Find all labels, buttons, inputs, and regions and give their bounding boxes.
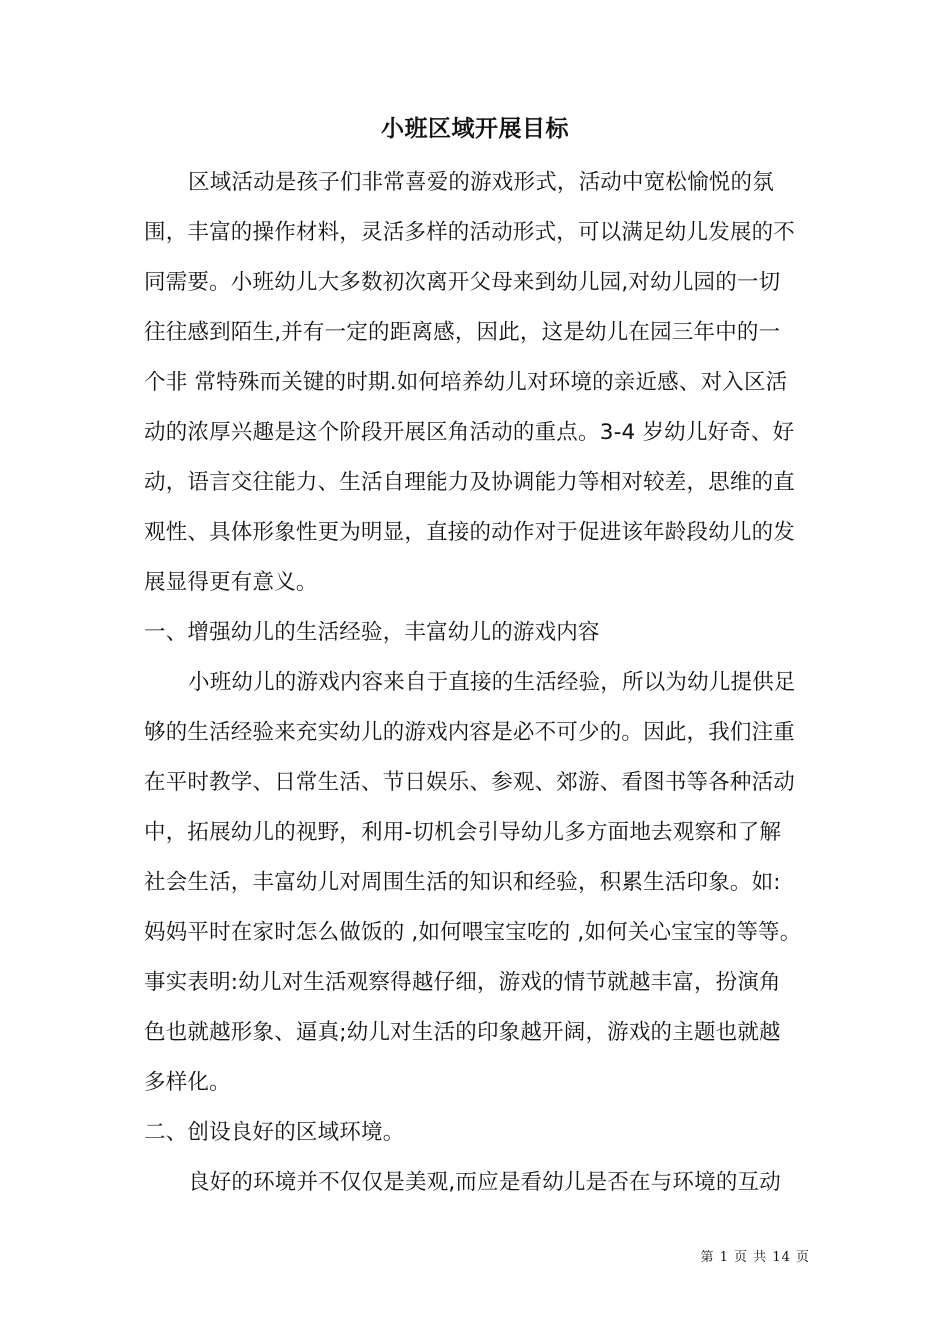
paragraph-line: 动，语言交往能力、生活自理能力及协调能力等相对较差，思维的直 — [144, 470, 796, 495]
section-heading: 一、增强幼儿的生活经验，丰富幼儿的游戏内容 — [144, 620, 600, 645]
paragraph-line: 够的生活经验来充实幼儿的游戏内容是必不可少的。因此，我们注重 — [144, 720, 796, 745]
paragraph-line: 多样化。 — [144, 1070, 231, 1095]
paragraph-line: 区域活动是孩子们非常喜爱的游戏形式，活动中宽松愉悦的氛 — [188, 170, 774, 195]
paragraph-line: 往往感到陌生,并有一定的距离感，因此，这是幼儿在园三年中的一 — [144, 320, 781, 345]
paragraph-line: 在平时教学、日常生活、节日娱乐、参观、郊游、看图书等各种活动 — [144, 770, 796, 795]
paragraph-line: 同需要。小班幼儿大多数初次离开父母来到幼儿园,对幼儿园的一切 — [144, 270, 781, 295]
paragraph-line: 小班幼儿的游戏内容来自于直接的生活经验，所以为幼儿提供足 — [188, 670, 796, 695]
paragraph-line: 妈妈平时在家时怎么做饭的 ,如何喂宝宝吃的 ,如何关心宝宝的等等。 — [144, 920, 802, 945]
paragraph-line: 围，丰富的操作材料，灵活多样的活动形式，可以满足幼儿发展的不 — [144, 220, 796, 245]
page-footer: 第 1 页 共 14 页 — [700, 1250, 810, 1265]
paragraph-line: 展显得更有意义。 — [144, 570, 318, 595]
paragraph-line: 中，拓展幼儿的视野，利用-切机会引导幼儿多方面地去观察和了解 — [144, 820, 782, 845]
paragraph-line: 事实表明:幼儿对生活观察得越仔细，游戏的情节就越丰富，扮演角 — [144, 970, 781, 995]
document-title: 小班区域开展目标 — [381, 116, 569, 142]
paragraph-line: 动的浓厚兴趣是这个阶段开展区角活动的重点。3-4 岁幼儿好奇、好 — [144, 420, 795, 445]
section-heading: 二、创设良好的区域环境。 — [144, 1120, 405, 1145]
paragraph-line: 色也就越形象、逼真;幼儿对生活的印象越开阔，游戏的主题也就越 — [144, 1020, 781, 1045]
document-body — [144, 158, 810, 1208]
paragraph-line: 社会生活，丰富幼儿对周围生活的知识和经验，积累生活印象。如: — [144, 870, 781, 895]
paragraph-line: 良好的环境并不仅仅是美观,而应是看幼儿是否在与环境的互动 — [188, 1170, 781, 1195]
paragraph-line: 个非 常特殊而关键的时期.如何培养幼儿对环境的亲近感、对入区活 — [144, 370, 788, 395]
paragraph-line: 观性、具体形象性更为明显，直接的动作对于促进该年龄段幼儿的发 — [144, 520, 796, 545]
